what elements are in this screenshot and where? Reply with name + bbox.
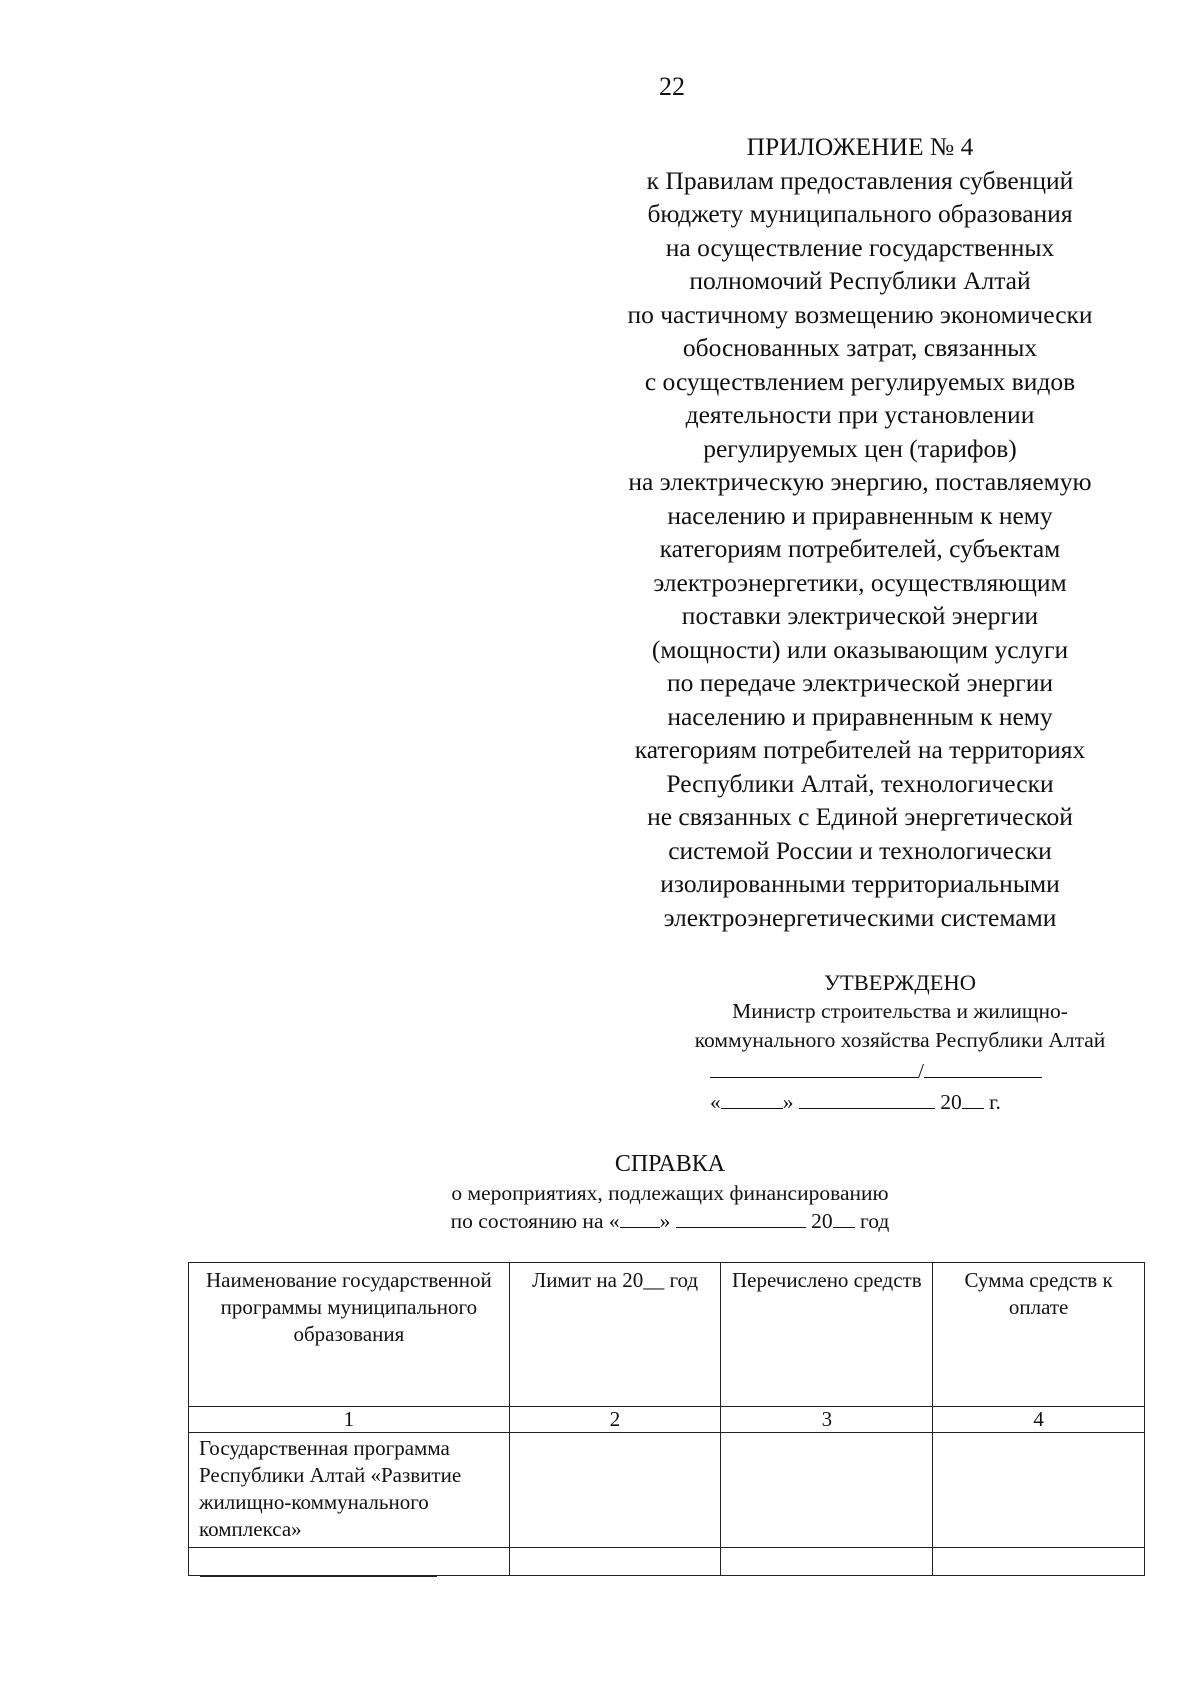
appendix-line: электроэнергетики, осуществляющим	[653, 567, 1067, 597]
table-row	[189, 1548, 1145, 1576]
appendix-line: бюджету муниципального образования	[647, 199, 1073, 228]
column-number: 3	[721, 1407, 933, 1433]
appendix-line: полномочий Республики Алтай	[689, 266, 1031, 295]
date-year-suffix: г.	[989, 1090, 1001, 1114]
status-year-prefix: 20	[811, 1209, 833, 1233]
spravka-title: СПРАВКА	[614, 1151, 726, 1177]
report-table	[188, 1262, 1145, 1576]
table-header-cell: Сумма средств к оплате	[933, 1263, 1145, 1407]
table-header-row	[189, 1263, 1145, 1407]
date-day-blank[interactable]	[721, 1086, 783, 1109]
appendix-line: на электрическую энергию, поставляемую	[628, 467, 1092, 496]
table-row	[189, 1433, 1145, 1548]
column-number: 4	[933, 1407, 1145, 1433]
page-number: 22	[659, 72, 685, 101]
spravka-block	[360, 1148, 980, 1235]
status-year-suffix: год	[859, 1209, 890, 1233]
date-close-quote: »	[782, 1090, 794, 1114]
appendix-line: поставки электрической энергии	[681, 601, 1039, 630]
signature-name-blank[interactable]	[924, 1055, 1042, 1078]
status-month-blank[interactable]	[676, 1207, 806, 1228]
status-day-blank[interactable]	[620, 1207, 660, 1228]
empty-cell[interactable]	[509, 1548, 721, 1576]
signature-line[interactable]	[710, 1055, 1160, 1086]
appendix-line: системой России и технологически	[668, 835, 1052, 865]
appendix-line: к Правилам предоставления субвенций	[646, 165, 1074, 195]
empty-cell[interactable]	[189, 1548, 510, 1576]
program-name-cell: Государственная программа Республики Алтай «Развитие жилищно-коммунального комплекса»	[189, 1433, 510, 1548]
approval-position-line: коммунального хозяйства Республики Алтай	[694, 1028, 1106, 1052]
appendix-line: с осуществлением регулируемых видов	[644, 366, 1076, 396]
approval-heading: УТВЕРЖДЕНО	[824, 970, 976, 995]
signature-separator: /	[918, 1059, 924, 1083]
appendix-block	[600, 130, 1120, 934]
transferred-cell[interactable]	[721, 1433, 933, 1548]
appendix-line: электроэнергетическими системами	[663, 902, 1057, 932]
status-mid: »	[659, 1209, 671, 1233]
bottom-rule	[200, 1576, 437, 1577]
appendix-line: категориям потребителей, субъектам	[659, 534, 1061, 563]
appendix-line: на осуществление государственных	[665, 232, 1055, 262]
spravka-status-line	[360, 1207, 980, 1235]
approval-date-line	[710, 1086, 1160, 1117]
empty-cell[interactable]	[721, 1548, 933, 1576]
appendix-line: не связанных с Единой энергетической	[647, 802, 1073, 831]
approval-position-line: Министр строительства и жилищно-	[732, 999, 1068, 1023]
appendix-line: населению и приравненным к нему	[667, 500, 1053, 530]
appendix-line: Республики Алтай, технологически	[666, 768, 1054, 798]
column-number: 2	[509, 1407, 721, 1433]
table-number-row	[189, 1407, 1145, 1433]
appendix-line: категориям потребителей на территориях	[634, 735, 1086, 764]
appendix-line: по передаче электрической энергии	[666, 668, 1054, 697]
appendix-line: деятельности при установлении	[685, 400, 1035, 429]
date-year-blank[interactable]	[962, 1086, 984, 1109]
amount-due-cell[interactable]	[933, 1433, 1145, 1548]
empty-cell[interactable]	[933, 1548, 1145, 1576]
column-number: 1	[189, 1407, 510, 1433]
appendix-line: изолированными территориальными	[660, 869, 1060, 898]
table-header-cell: Перечислено средств	[721, 1263, 933, 1407]
signature-blank[interactable]	[710, 1055, 918, 1078]
status-prefix: по состоянию на «	[450, 1209, 620, 1233]
spravka-subtitle: о мероприятиях, подлежащих финансированию	[451, 1181, 889, 1205]
appendix-line: регулируемых цен (тарифов)	[703, 433, 1017, 463]
limit-cell[interactable]	[509, 1433, 721, 1548]
table-header-cell: Лимит на 20__ год	[509, 1263, 721, 1407]
date-year-prefix: 20	[940, 1090, 962, 1114]
appendix-line: по частичному возмещению экономически	[627, 299, 1093, 329]
appendix-line: обоснованных затрат, связанных	[682, 333, 1038, 362]
appendix-line: (мощности) или оказывающим услуги	[651, 634, 1069, 664]
appendix-line: населению и приравненным к нему	[667, 701, 1053, 731]
appendix-title: ПРИЛОЖЕНИЕ № 4	[746, 132, 974, 161]
approval-block	[640, 968, 1160, 1117]
date-open-quote: «	[710, 1090, 721, 1114]
table-header-cell: Наименование государственной программы муниципального образования	[189, 1263, 510, 1407]
status-year-blank[interactable]	[833, 1207, 855, 1228]
date-month-blank[interactable]	[799, 1086, 935, 1109]
